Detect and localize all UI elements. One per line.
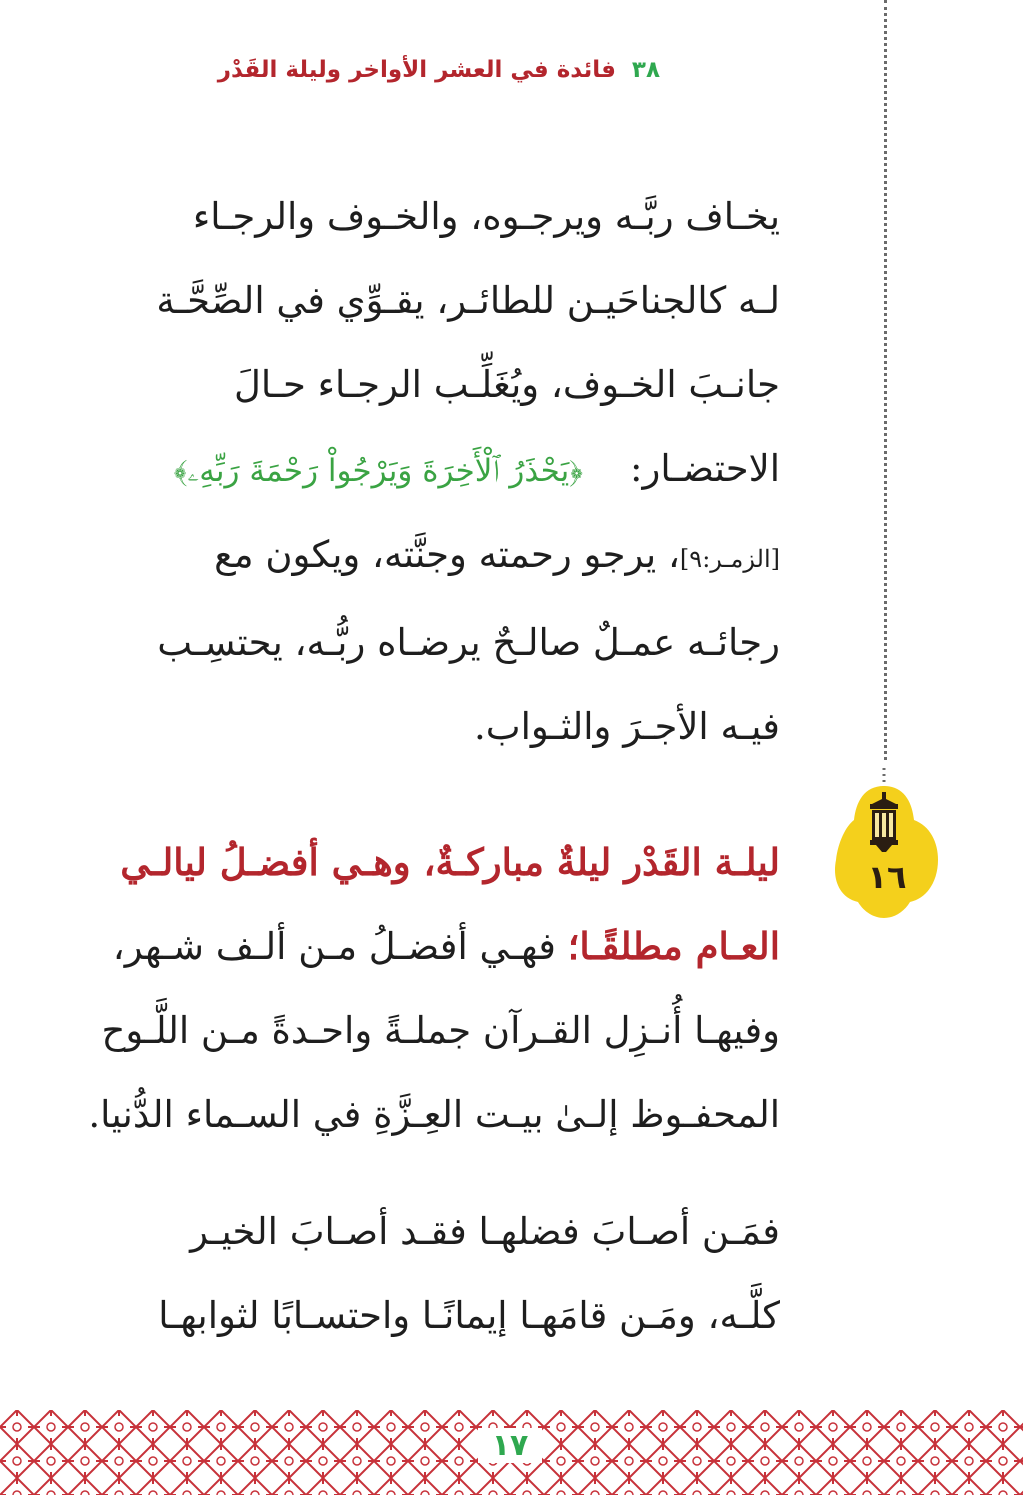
text-line-with-verse [70, 427, 780, 513]
margin-dotted-rule [884, 0, 887, 760]
text-line: كلَّـه، ومَـن قامَهـا إيمانًـا واحتسـابًا لثوابهـا [158, 1294, 780, 1337]
text-line: المحفـوظ إلـىٰ بيـت العِـزَّةِ في السـماء الدُّنيا. [88, 1093, 780, 1136]
text-fragment: ، يرجو رحمته وجنَّته، ويكون مع [214, 533, 680, 576]
quran-verse: ﴿يَحْذَرُ ٱلْأَخِرَةَ وَيَرْجُواْ رَحْمَةَ رَبِّهِۦ﴾ [173, 453, 583, 489]
section-badge [834, 768, 940, 918]
text-line: لـه كالجناحَيـن للطائـر، يقـوِّي في الصِّحَّـة [156, 279, 780, 322]
text-line: وفيهـا أُنـزِل القـرآن جملـةً واحـدةً مـن اللَّـوح [101, 1009, 780, 1052]
highlighted-line: ليلـة القَدْر ليلةٌ مباركـةٌ، وهـي أفضـلُ ليالـي [120, 840, 780, 884]
paragraph-1 [70, 175, 780, 769]
text-fragment: فهـي أفضـلُ مـن ألـف شـهر، [112, 925, 568, 968]
verse-citation: [الزمـر:٩] [679, 545, 780, 573]
running-header [190, 50, 660, 90]
text-line: جانـبَ الخـوف، ويُغَلِّـب الرجـاء حـالَ [233, 363, 780, 406]
header-title: فائدة في العشر الأواخر وليلة القَدْر [217, 57, 616, 83]
header-number: ٣٨ [631, 57, 660, 83]
paragraph-3 [70, 1190, 780, 1358]
page-number: ١٧ [478, 1428, 542, 1463]
text-line-mixed [70, 904, 780, 989]
text-line: يخـاف ربَّـه ويرجـوه، والخـوف والرجـاء [192, 195, 780, 238]
text-line: فمَـن أصـابَ فضلهـا فقـد أصـابَ الخيـر [190, 1210, 780, 1253]
highlighted-fragment: العـام مطلقًـا؛ [567, 924, 780, 968]
text-line: فيـه الأجـرَ والثـواب. [474, 705, 780, 748]
text-line-with-citation [70, 513, 780, 601]
text-fragment: الاحتضـار: [630, 447, 780, 490]
paragraph-2 [70, 820, 780, 1157]
section-number: ١٦ [867, 858, 907, 896]
text-line: رجائـه عمـلٌ صالـحٌ يرضـاه ربُّـه، يحتسِـب [157, 621, 780, 664]
